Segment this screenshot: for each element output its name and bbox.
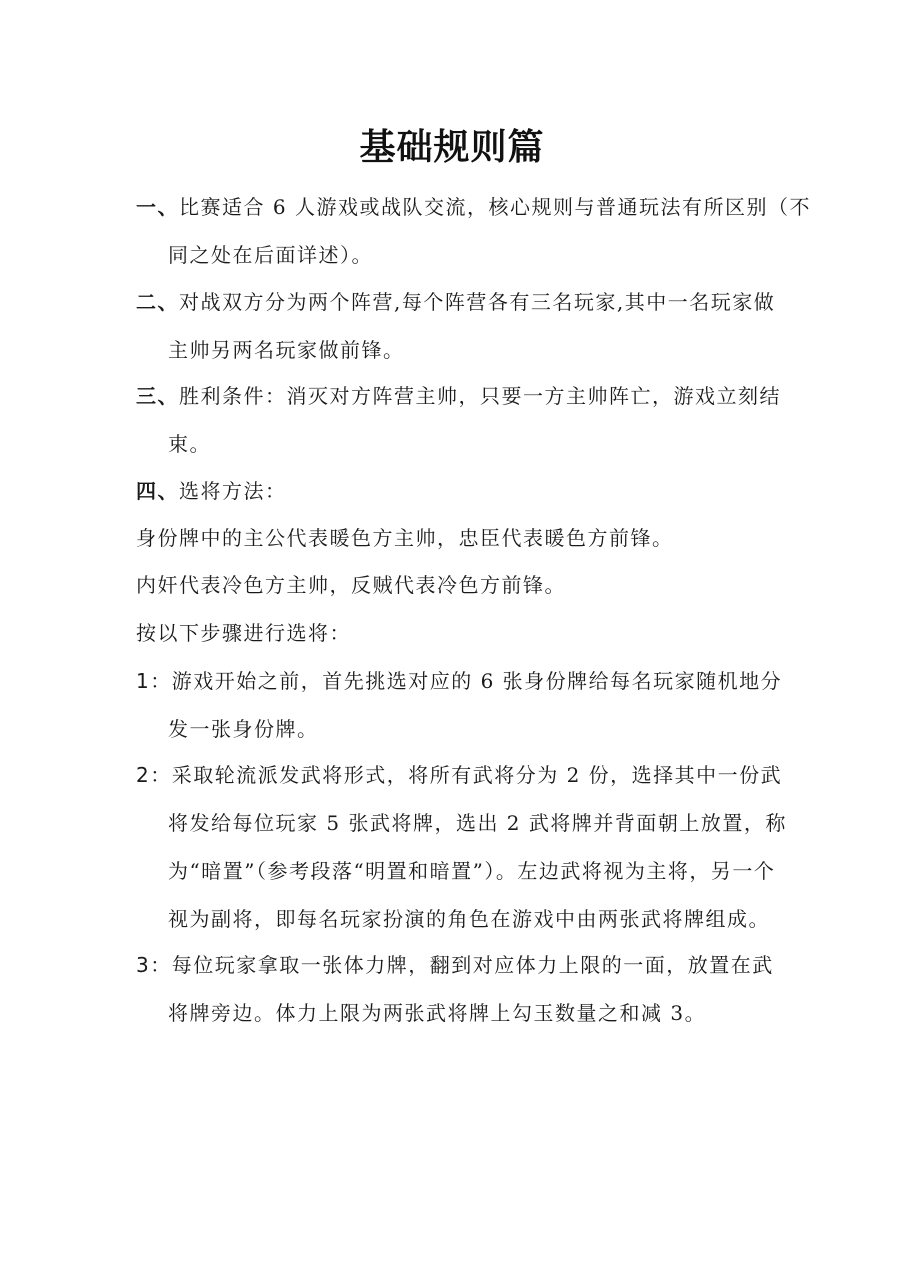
section-text-continued: 主帅另两名玩家做前锋。 — [168, 338, 405, 362]
section-text: 选将方法： — [179, 479, 287, 503]
plain-line-3: 按以下步骤进行选将： — [136, 621, 351, 645]
plain-line-1: 身份牌中的主公代表暖色方主帅，忠臣代表暖色方前锋。 — [136, 526, 674, 550]
step-2 — [136, 751, 787, 943]
step-text-continued: 为“暗置”（参考段落“明置和暗置”）。左边武将视为主将，另一个 — [168, 859, 776, 883]
step-3 — [136, 941, 776, 1037]
step-text-continued: 将牌旁边。体力上限为两张武将牌上勾玉数量之和减 3。 — [168, 1001, 707, 1025]
section-text-continued: 同之处在后面详述）。 — [168, 243, 373, 267]
page-title: 基础规则篇 — [359, 127, 545, 168]
section-marker: 四、 — [136, 479, 179, 503]
step-text: 采取轮流派发武将形式，将所有武将分为 2 份，选择其中一份武 — [171, 763, 783, 787]
step-text: 游戏开始之前，首先挑选对应的 6 张身份牌给每名玩家随机地分 — [171, 669, 783, 693]
step-marker: 2： — [136, 763, 172, 787]
section-text: 对战双方分为两个阵营,每个阵营各有三名玩家,其中一名玩家做 — [179, 290, 776, 314]
rule-section-2 — [136, 278, 776, 374]
step-marker: 1： — [136, 669, 172, 693]
step-text-continued: 发一张身份牌。 — [168, 717, 319, 741]
rule-section-3 — [136, 372, 781, 468]
rule-section-4 — [136, 467, 776, 515]
section-marker: 三、 — [136, 384, 179, 408]
section-marker: 二、 — [136, 290, 179, 314]
section-text: 比赛适合 6 人游戏或战队交流，核心规则与普通玩法有所区别（不 — [179, 195, 811, 219]
section-text-continued: 束。 — [168, 432, 211, 456]
step-1 — [136, 657, 783, 753]
rule-section-1 — [136, 183, 811, 279]
step-marker: 3： — [136, 953, 172, 977]
section-text: 胜利条件：消灭对方阵营主帅，只要一方主帅阵亡，游戏立刻结 — [179, 384, 781, 408]
plain-line-2: 内奸代表冷色方主帅，反贼代表冷色方前锋。 — [136, 573, 566, 597]
step-text-continued: 将发给每位玩家 5 张武将牌，选出 2 武将牌并背面朝上放置，称 — [168, 811, 787, 835]
section-marker: 一、 — [136, 195, 179, 219]
step-text: 每位玩家拿取一张体力牌，翻到对应体力上限的一面，放置在武 — [171, 953, 774, 977]
step-text-continued: 视为副将，即每名玩家扮演的角色在游戏中由两张武将牌组成。 — [168, 907, 770, 931]
